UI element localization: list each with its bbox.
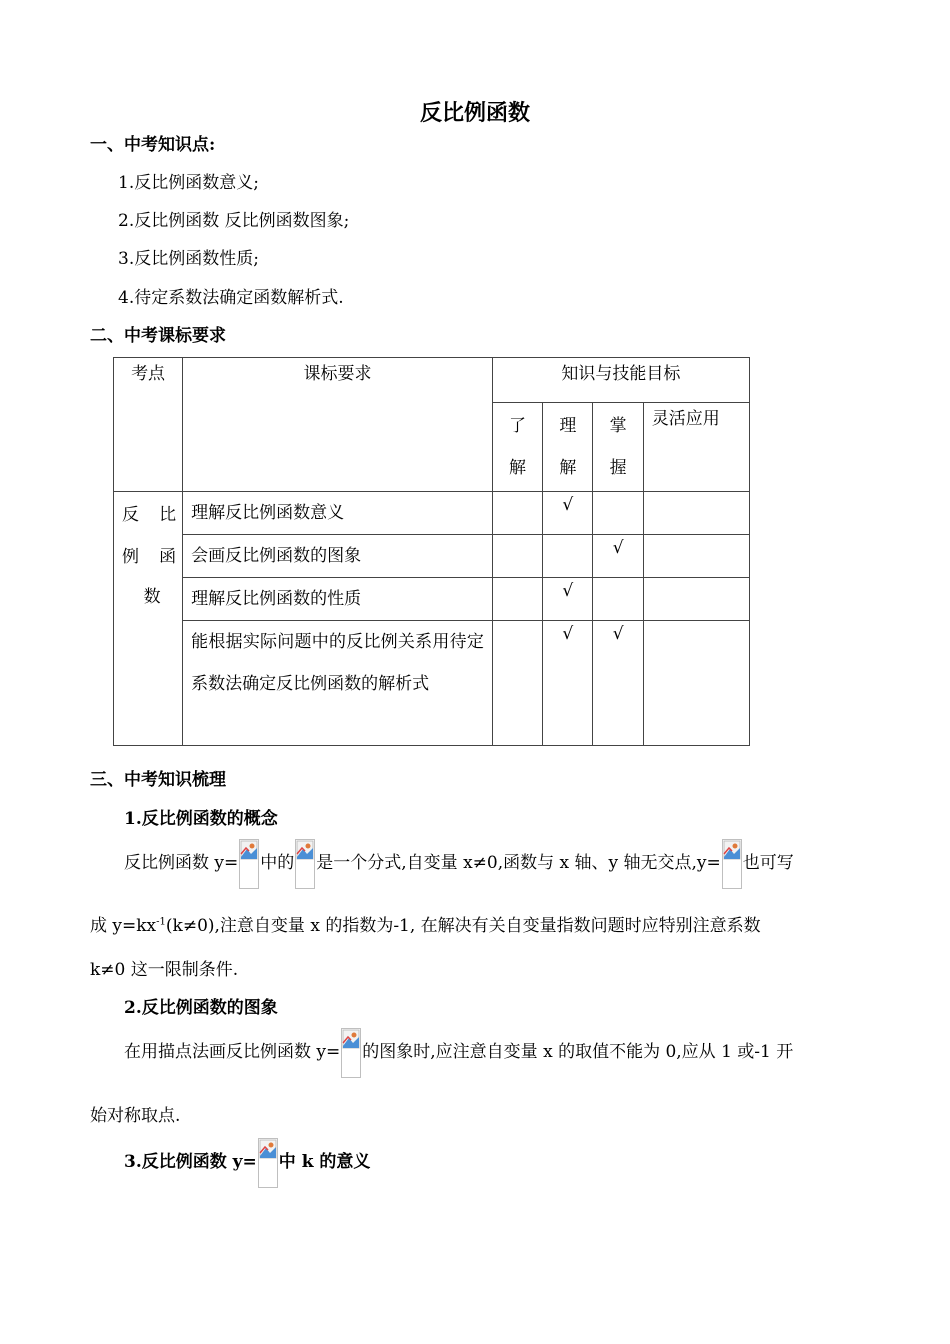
mark-4-2: √ — [543, 621, 593, 746]
broken-image-icon — [295, 839, 315, 889]
mark-3-1 — [492, 578, 542, 621]
mark-1-3 — [593, 492, 643, 535]
level-lijie: 理解 — [543, 403, 593, 492]
topic-cell: 反 比 例 函 数 — [114, 492, 183, 746]
concept-paragraph-line-3: k≠0 这一限制条件. — [90, 960, 239, 980]
section-3-heading: 三、中考知识梳理 — [90, 770, 226, 790]
header-goals: 知识与技能目标 — [492, 358, 749, 403]
level-zhangwo: 掌握 — [593, 403, 643, 492]
subsection-2-heading: 2.反比例函数的图象 — [124, 998, 278, 1018]
mark-4-3: √ — [593, 621, 643, 746]
requirement-4: 能根据实际问题中的反比例关系用待定系数法确定反比例函数的解析式 — [183, 621, 493, 746]
mark-2-3: √ — [593, 535, 643, 578]
requirement-3: 理解反比例函数的性质 — [183, 578, 493, 621]
mark-2-4 — [643, 535, 749, 578]
graph-paragraph-line-1: 在用描点法画反比例函数 y= 的图象时,应注意自变量 x 的取值不能为 0,应从 1 或-1 开 — [124, 1027, 793, 1078]
requirement-2: 会画反比例函数的图象 — [183, 535, 493, 578]
section-1-heading: 一、中考知识点: — [90, 135, 216, 155]
broken-image-icon — [258, 1138, 278, 1188]
level-linghuo: 灵活应用 — [643, 403, 749, 492]
mark-3-3 — [593, 578, 643, 621]
subsection-3-heading: 3.反比例函数 y= 中 k 的意义 — [124, 1137, 370, 1188]
mark-3-4 — [643, 578, 749, 621]
knowledge-item-1: 1.反比例函数意义; — [118, 173, 259, 193]
broken-image-icon — [341, 1028, 361, 1078]
mark-1-1 — [492, 492, 542, 535]
curriculum-requirements-table — [113, 357, 750, 746]
mark-1-4 — [643, 492, 749, 535]
mark-4-1 — [492, 621, 542, 746]
mark-3-2: √ — [543, 578, 593, 621]
header-kaodian: 考点 — [114, 358, 183, 492]
concept-paragraph-line-1: 反比例函数 y= 中的 是一个分式,自变量 x≠0,函数与 x 轴、y 轴无交点,y= 也可写 — [124, 838, 794, 889]
subsection-1-heading: 1.反比例函数的概念 — [124, 809, 278, 829]
section-2-heading: 二、中考课标要求 — [90, 326, 226, 346]
mark-1-2: √ — [543, 492, 593, 535]
requirement-1: 理解反比例函数意义 — [183, 492, 493, 535]
knowledge-item-4: 4.待定系数法确定函数解析式. — [118, 288, 344, 308]
knowledge-item-2: 2.反比例函数 反比例函数图象; — [118, 211, 350, 231]
knowledge-item-3: 3.反比例函数性质; — [118, 249, 259, 269]
concept-paragraph-line-2: 成 $y=kx^{-1}(k\ne 0)$,注意自变量 x 的指数为-1, 在解决有关自变量指数问题时应特别注意系数 — [90, 916, 761, 936]
mark-2-2 — [543, 535, 593, 578]
document-title: 反比例函数 — [419, 100, 530, 126]
broken-image-icon — [722, 839, 742, 889]
mark-4-4 — [643, 621, 749, 746]
level-liaojie: 了解 — [492, 403, 542, 492]
header-kebiao: 课标要求 — [183, 358, 493, 492]
mark-2-1 — [492, 535, 542, 578]
graph-paragraph-line-2: 始对称取点. — [90, 1106, 181, 1126]
broken-image-icon — [239, 839, 259, 889]
